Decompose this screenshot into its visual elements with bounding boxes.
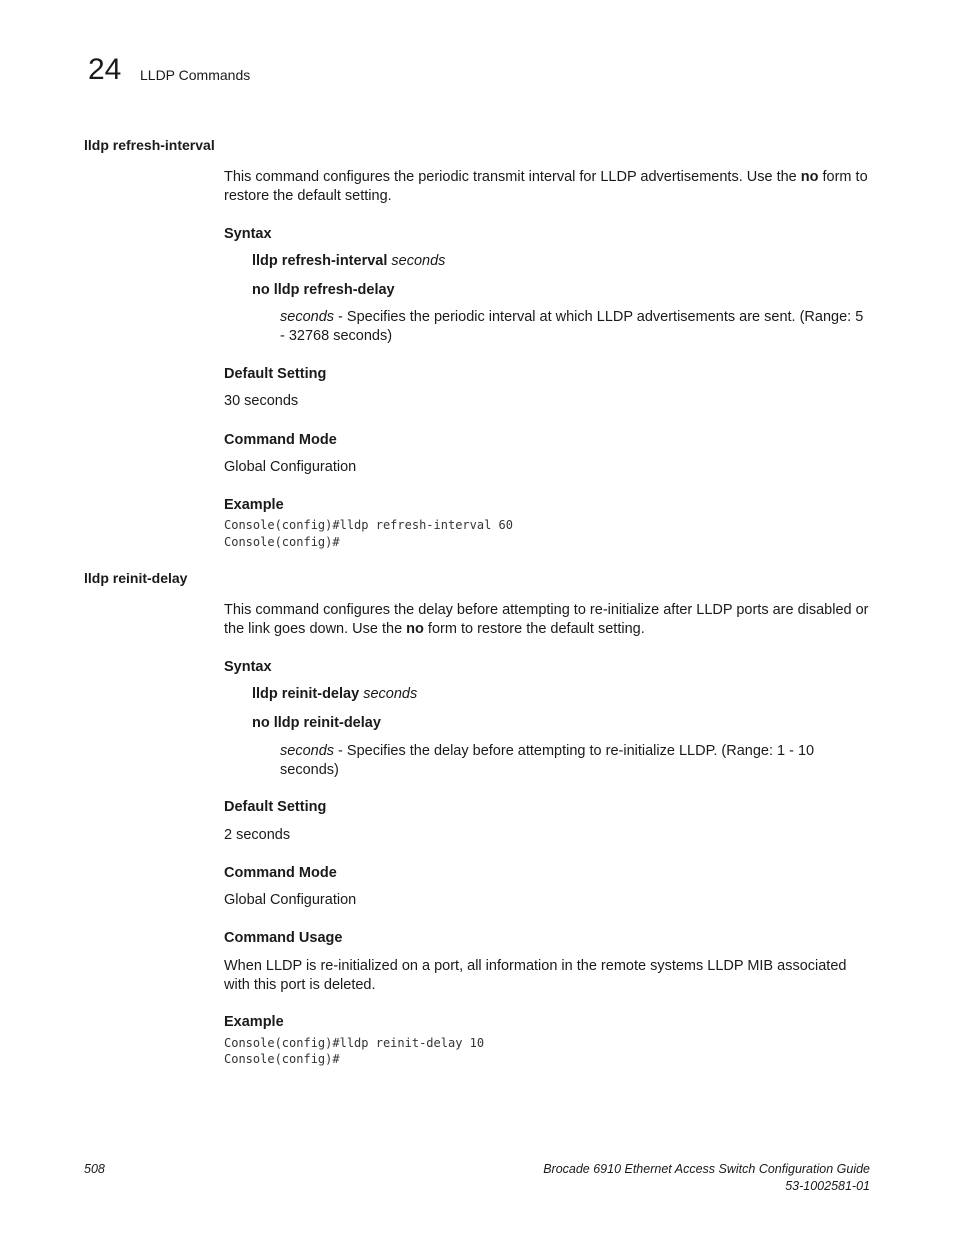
- command-mode-heading: Command Mode: [224, 432, 337, 448]
- example-code-line: Console(config)#lldp refresh-interval 60: [224, 518, 513, 532]
- chapter-title: LLDP Commands: [140, 67, 251, 83]
- syntax-command: lldp reinit-delay seconds: [252, 686, 418, 702]
- example-heading: Example: [224, 497, 284, 513]
- guide-title: Brocade 6910 Ethernet Access Switch Configuration Guide: [543, 1162, 870, 1176]
- example-code-line: Console(config)#: [224, 1052, 340, 1066]
- parameter-description: seconds - Specifies the periodic interval at which LLDP advertisements are sent. (Range: 5 - 32768 seconds): [280, 309, 864, 344]
- default-setting-value: 30 seconds: [224, 393, 299, 409]
- command-mode-value: Global Configuration: [224, 459, 357, 475]
- command-usage-text: When LLDP is re-initialized on a port, all information in the remote systems LLDP MIB associated with this port is deleted.: [224, 958, 847, 993]
- command-title: lldp reinit-delay: [84, 570, 188, 586]
- chapter-number: 24: [88, 53, 122, 86]
- default-setting-value: 2 seconds: [224, 827, 291, 843]
- syntax-heading: Syntax: [224, 659, 272, 675]
- command-title: lldp refresh-interval: [84, 137, 215, 153]
- command-mode-heading: Command Mode: [224, 865, 337, 881]
- example-code-line: Console(config)#lldp reinit-delay 10: [224, 1036, 485, 1050]
- command-description: This command configures the delay before attempting to re-initialize after LLDP ports are disabled or the link goes down. Use the no form to restore the default setting.: [224, 602, 869, 637]
- syntax-command: lldp refresh-interval seconds: [252, 253, 446, 269]
- command-description: This command configures the periodic transmit interval for LLDP advertisements. Use the no form to restore the default setting.: [224, 169, 868, 204]
- command-usage-heading: Command Usage: [224, 930, 343, 946]
- syntax-no-form: no lldp reinit-delay: [252, 715, 381, 731]
- default-setting-heading: Default Setting: [224, 799, 327, 815]
- default-setting-heading: Default Setting: [224, 366, 327, 382]
- example-heading: Example: [224, 1014, 284, 1030]
- syntax-no-form: no lldp refresh-delay: [252, 282, 395, 298]
- example-code-line: Console(config)#: [224, 535, 340, 549]
- parameter-description: seconds - Specifies the delay before attempting to re-initialize LLDP. (Range: 1 - 10 seconds): [280, 743, 815, 778]
- syntax-heading: Syntax: [224, 226, 272, 242]
- command-mode-value: Global Configuration: [224, 892, 357, 908]
- page-number: 508: [84, 1162, 105, 1176]
- document-number: 53-1002581-01: [785, 1179, 870, 1193]
